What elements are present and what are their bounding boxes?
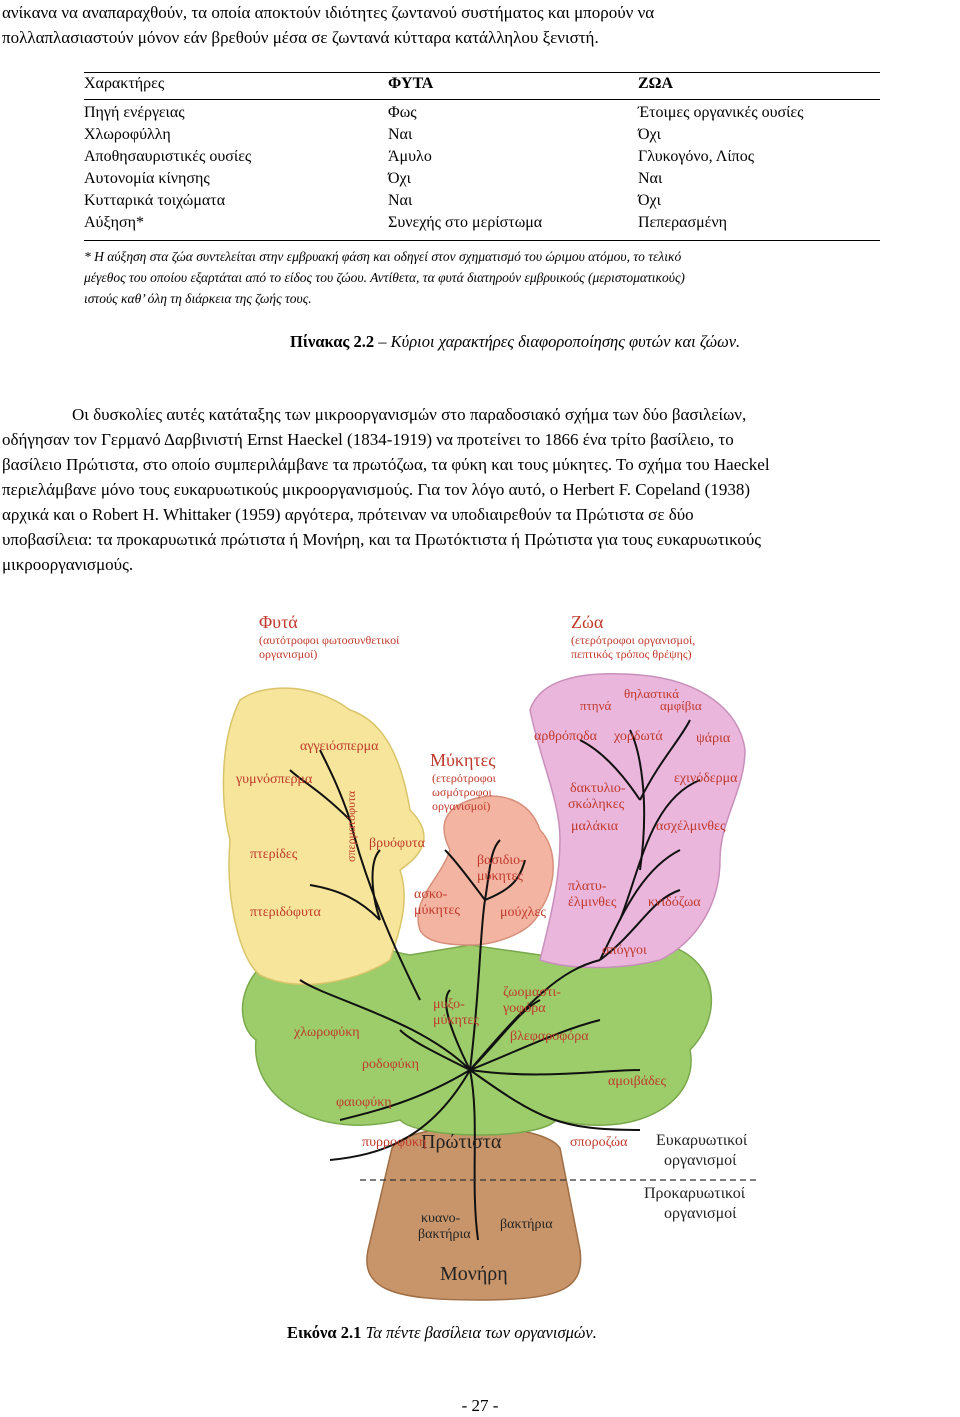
label-pyrrophytes: πυρροφύκη: [362, 1135, 427, 1150]
table-cell: Πηγή ενέργειας: [84, 104, 185, 121]
characters-table: [84, 72, 880, 247]
table-cell: Φως: [388, 104, 417, 121]
table-cell: Κυτταρικά τοιχώματα: [84, 192, 226, 209]
table-cell: Πεπερασμένη: [638, 214, 727, 231]
paragraph-line: οδήγησαν τον Γερμανό Δαρβινιστή Ernst Haeckel (1834-1919) να προτείνει το 1866 ένα τρίτο βασίλειο, το: [2, 430, 734, 449]
page-number: - 27 -: [461, 1396, 499, 1415]
label-bryophytes: βρυόφυτα: [369, 836, 426, 851]
label-gymnosperms: γυμνόσπερμα: [236, 772, 313, 787]
label-zoomast-2: γοφόρα: [503, 1001, 546, 1016]
table-cell: Έτοιμες οργανικές ουσίες: [638, 104, 804, 121]
intro-line: ανίκανα να αναπαραχθούν, τα οποία αποκτούν ιδιότητες ζωντανού συστήματος και μπορούν να: [2, 3, 655, 22]
footnote-line: * Η αύξηση στα ζώα συντελείται στην εμβρυακή φάση και οδηγεί στον σχηματισμό του ώριμου ατόμου, το τελικό: [84, 249, 682, 264]
label-amoebas: αμοιβάδες: [608, 1074, 667, 1089]
label-platy-1: πλατυ-: [568, 879, 607, 894]
fungi-title: Μύκητες: [430, 750, 496, 770]
label-sponges: σπόγγοι: [602, 943, 647, 958]
fungi-sub3: οργανισμοί): [432, 799, 491, 813]
label-spermatophyta: σπερματόφυτα: [344, 790, 358, 862]
label-phaeophytes: φαιοφύκη: [336, 1095, 392, 1110]
label-bacteria: βακτήρια: [500, 1217, 553, 1232]
plants-sub2: οργανισμοί): [259, 647, 318, 661]
label-asco-2: μύκητες: [414, 903, 460, 918]
table-caption-dash: –: [378, 332, 387, 351]
legend-prokaryotes-1: Προκαρυωτικοί: [644, 1185, 746, 1202]
label-birds: πτηνά: [580, 698, 612, 713]
paragraph-line: Οι δυσκολίες αυτές κατάταξης των μικροοργανισμών στο παραδοσιακό σχήμα των δύο βασιλείων,: [72, 405, 747, 424]
label-arthropods: αρθρόποδα: [534, 729, 598, 744]
legend-eukaryotes-1: Ευκαρυωτικοί: [656, 1132, 748, 1149]
table-caption-label: Πίνακας 2.2: [290, 332, 375, 351]
table-cell: Ναι: [388, 192, 413, 209]
label-flagellates: βλεφαροφόρα: [510, 1029, 589, 1044]
animals-sub1: (ετερότροφοι οργανισμοί,: [571, 633, 696, 647]
label-myxo-1: μυξο-: [433, 997, 465, 1012]
label-cyano-1: κυανο-: [421, 1211, 461, 1226]
five-kingdoms-figure: [0, 600, 960, 1320]
table-cell: Ναι: [388, 126, 413, 143]
legend-prokaryotes-2: οργανισμοί: [664, 1205, 737, 1222]
paragraph-line: βασίλειο Πρώτιστα, στο οποίο συμπεριλάμβανε τα πρωτόζωα, τα φύκη και τους μύκητες. Το σχήμα του Haeckel: [2, 455, 770, 474]
label-ringworms-1: δακτυλιο-: [570, 781, 626, 796]
paragraph-line: μικροοργανισμούς.: [2, 555, 134, 574]
paragraph-line: αρχικά και ο Robert H. Whittaker (1959) αργότερα, πρότειναν να υποδιαιρεθούν τα Πρώτιστα σε δύο: [2, 505, 694, 524]
intro-line: πολλαπλασιαστούν μόνον εάν βρεθούν μέσα σε ζωντανά κύτταρα κατάλληλου ξενιστή.: [2, 28, 599, 47]
label-angiosperms: αγγειόσπερμα: [300, 739, 379, 754]
main-paragraph: [2, 402, 958, 577]
label-cyano-2: βακτήρια: [418, 1227, 471, 1242]
figure-caption-text: Τα πέντε βασίλεια των οργανισμών.: [365, 1323, 597, 1342]
figure-caption: [287, 1323, 597, 1343]
figure-caption-label: Εικόνα 2.1: [287, 1323, 362, 1342]
label-myxo-2: μύκητες: [433, 1013, 479, 1028]
label-sporozoa: σποροζώα: [570, 1135, 628, 1150]
animals-title: Ζώα: [571, 612, 604, 632]
table-cell: Όχι: [388, 170, 411, 187]
monera-title: Μονήρη: [440, 1263, 508, 1285]
table-cell: Χλωροφύλλη: [84, 126, 171, 143]
table-caption: [290, 332, 740, 352]
label-platy-2: έλμινθες: [568, 895, 617, 910]
plants-title: Φυτά: [259, 612, 298, 632]
table-cell: Αποθησαυριστικές ουσίες: [84, 148, 252, 165]
table-cell: Γλυκογόνο, Λίπος: [638, 148, 755, 165]
label-zoomast-1: ζωομαστι-: [503, 985, 561, 1000]
label-chlorophytes: χλωροφύκη: [294, 1025, 360, 1040]
label-rhodophytes: ροδοφύκη: [362, 1057, 419, 1072]
paragraph-line: περιελάμβανε μόνο τους ευκαρυωτικούς μικροοργανισμούς. Για τον λόγο αυτό, ο Herbert F. Copeland (1938): [2, 480, 751, 499]
table-cell: Όχι: [638, 126, 661, 143]
footnote-line: μέγεθος του οποίου εξαρτάται από το είδος του ζώου. Αντίθετα, τα φυτά διατηρούν εμβρυικούς (μεριστοματικούς): [84, 270, 685, 285]
table-header: ΖΩΑ: [638, 75, 674, 92]
footnote-line: ιστούς καθ’ όλη τη διάρκεια της ζωής τους.: [84, 291, 312, 306]
table-caption-text: Κύριοι χαρακτήρες διαφοροποίησης φυτών και ζώων.: [390, 332, 741, 351]
label-basidio-1: βασιδιο-: [477, 853, 525, 868]
animals-sub2: πεπτικός τρόπος θρέψης): [571, 647, 692, 661]
label-ringworms-2: σκώληκες: [568, 797, 625, 812]
plants-sub1: (αυτότροφοι φωτοσυνθετικοί: [259, 633, 400, 647]
table-header: ΦΥΤΑ: [388, 75, 434, 92]
intro-paragraph: [2, 0, 958, 50]
fungi-sub1: (ετερότροφοι: [432, 771, 496, 785]
protista-title: Πρώτιστα: [421, 1131, 502, 1153]
label-basidio-2: μύκητες: [477, 869, 523, 884]
label-asco-1: ασκο-: [414, 887, 448, 902]
label-amphibians: αμφίβια: [660, 698, 702, 713]
label-tunicates: ασχέλμινθες: [656, 819, 726, 834]
table-cell: Αυτονομία κίνησης: [84, 170, 210, 187]
table-header: Χαρακτήρες: [84, 75, 165, 92]
label-mammals: θηλαστικά: [624, 686, 680, 701]
label-cnidarians: κνιδόζωα: [648, 895, 701, 910]
table-cell: Άμυλο: [388, 148, 432, 165]
table-cell: Ναι: [638, 170, 663, 187]
paragraph-line: υποβασίλεια: τα προκαρυωτικά πρώτιστα ή Μονήρη, και τα Πρωτόκτιστα ή Πρώτιστα για τους ευκαρυωτικούς: [2, 530, 761, 549]
table-footnote: [84, 246, 880, 309]
table-cell: Συνεχής στο μερίστωμα: [388, 214, 543, 231]
legend-eukaryotes-2: οργανισμοί: [664, 1152, 737, 1169]
label-pteridophytes: πτεριδόφυτα: [250, 905, 321, 920]
label-molluscs: μαλάκια: [571, 819, 619, 834]
label-chordates: χορδωτά: [614, 729, 663, 744]
fungi-sub2: ωσμότροφοι: [432, 785, 492, 799]
table-cell: Όχι: [638, 192, 661, 209]
label-molds: μούχλες: [500, 905, 546, 920]
label-echinoderms: εχινόδερμα: [674, 771, 738, 786]
table-cell: Αύξηση*: [84, 214, 144, 231]
label-ferns: πτερίδες: [250, 847, 298, 862]
label-fish: ψάρια: [696, 731, 731, 746]
